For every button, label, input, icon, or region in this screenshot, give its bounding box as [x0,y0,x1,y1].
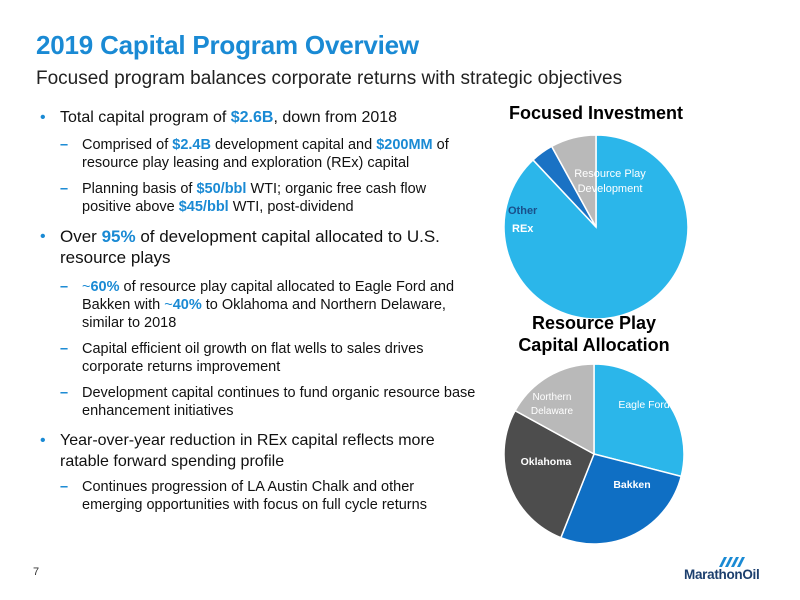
highlight-text: $50/bbl [196,181,247,197]
sub-bullet-marker: – [60,181,69,197]
bullet-text-part: Year-over-year reduction in REx capital reflects more ratable forward spending profile [60,432,435,470]
sub-bullet-marker: – [60,385,69,401]
bullet-item [38,107,478,128]
highlight-text: 60% [90,279,120,295]
slide-title: 2019 Capital Program Overview [36,30,419,60]
bullet-marker: • [40,432,46,449]
marathon-oil-logo [684,556,784,586]
bullet-text-part: development capital and [210,137,377,153]
chart-title-resource-play: Resource Play Capital Allocation [518,313,670,355]
bullet-text-part: Over [60,227,102,246]
sub-bullet-item [38,180,478,216]
sub-bullet-marker: – [60,137,69,153]
pie-chart-focused-investment [496,127,696,327]
sub-bullet-item [38,340,478,376]
bullet-text-part: Total capital program of [60,109,231,126]
highlight-text: 95% [101,227,136,246]
pie-label-other: Other [508,205,538,217]
pie-label-rex: REx [512,223,534,235]
bullet-list [38,107,478,514]
sub-bullet-item [38,278,478,332]
highlight-text: $200MM [376,137,433,153]
sub-bullet-marker: – [60,341,69,357]
slide-subtitle: Focused program balances corporate returns with strategic objectives [36,68,623,89]
sub-bullet-item [38,136,478,172]
sub-bullet-item [38,478,478,514]
bullet-text-part: WTI; organic free cash flow positive above [82,181,427,215]
bullet-text-part: Planning basis of [82,181,197,197]
sub-bullet-marker: – [60,279,69,295]
bullet-text-part: , down from 2018 [273,109,398,126]
highlight-text: $45/bbl [178,199,229,215]
bullet-marker: • [40,228,46,245]
bullet-text-part: Development capital continues to fund organic resource base enhancement initiatives [82,385,476,419]
bullet-text-part: of development capital allocated to U.S. resource plays [60,227,440,267]
bullet-text-part: of resource play capital allocated to Eagle Ford and Bakken with [82,279,455,313]
logo-text: MarathonOil [684,567,760,582]
pie-label-resource-play-development: Development [577,183,643,195]
bullet-text-part: WTI, post-dividend [228,199,354,215]
highlight-text: $2.4B [172,137,211,153]
sub-bullet-item [38,384,478,420]
bullet-text-part: Capital efficient oil growth on flat wells to sales drives corporate returns improvement [82,341,424,375]
pie-chart-resource-play [494,354,694,554]
pie-label-northern-delaware: Delaware [530,406,574,417]
highlight-text: $2.6B [230,109,274,126]
pie-label-resource-play-development: Resource Play [574,168,646,180]
bullet-text-part: ~ [164,297,173,313]
bullet-text-part: ~ [82,279,91,295]
bullet-item [38,430,478,472]
bullet-text-part: Continues progression of LA Austin Chalk and other emerging opportunities with focus on full cycle returns [82,479,427,513]
sub-bullet-marker: – [60,479,69,495]
bullet-text-part: of resource play leasing and exploration (REx) capital [82,137,449,171]
pie-label-northern-delaware: Northern [532,392,572,403]
pie-label-oklahoma: Oklahoma [520,456,572,468]
bullet-item [38,226,478,268]
pie-label-bakken: Bakken [613,479,651,491]
bullet-marker: • [40,109,46,126]
bullet-text-part: Comprised of [82,137,173,153]
page-number: 7 [33,566,40,578]
bullet-text-part: to Oklahoma and Northern Delaware, similar to 2018 [82,297,446,331]
chart-title-focused-investment: Focused Investment [508,103,684,123]
highlight-text: 40% [172,297,202,313]
pie-label-eagle-ford: Eagle Ford [618,399,670,411]
